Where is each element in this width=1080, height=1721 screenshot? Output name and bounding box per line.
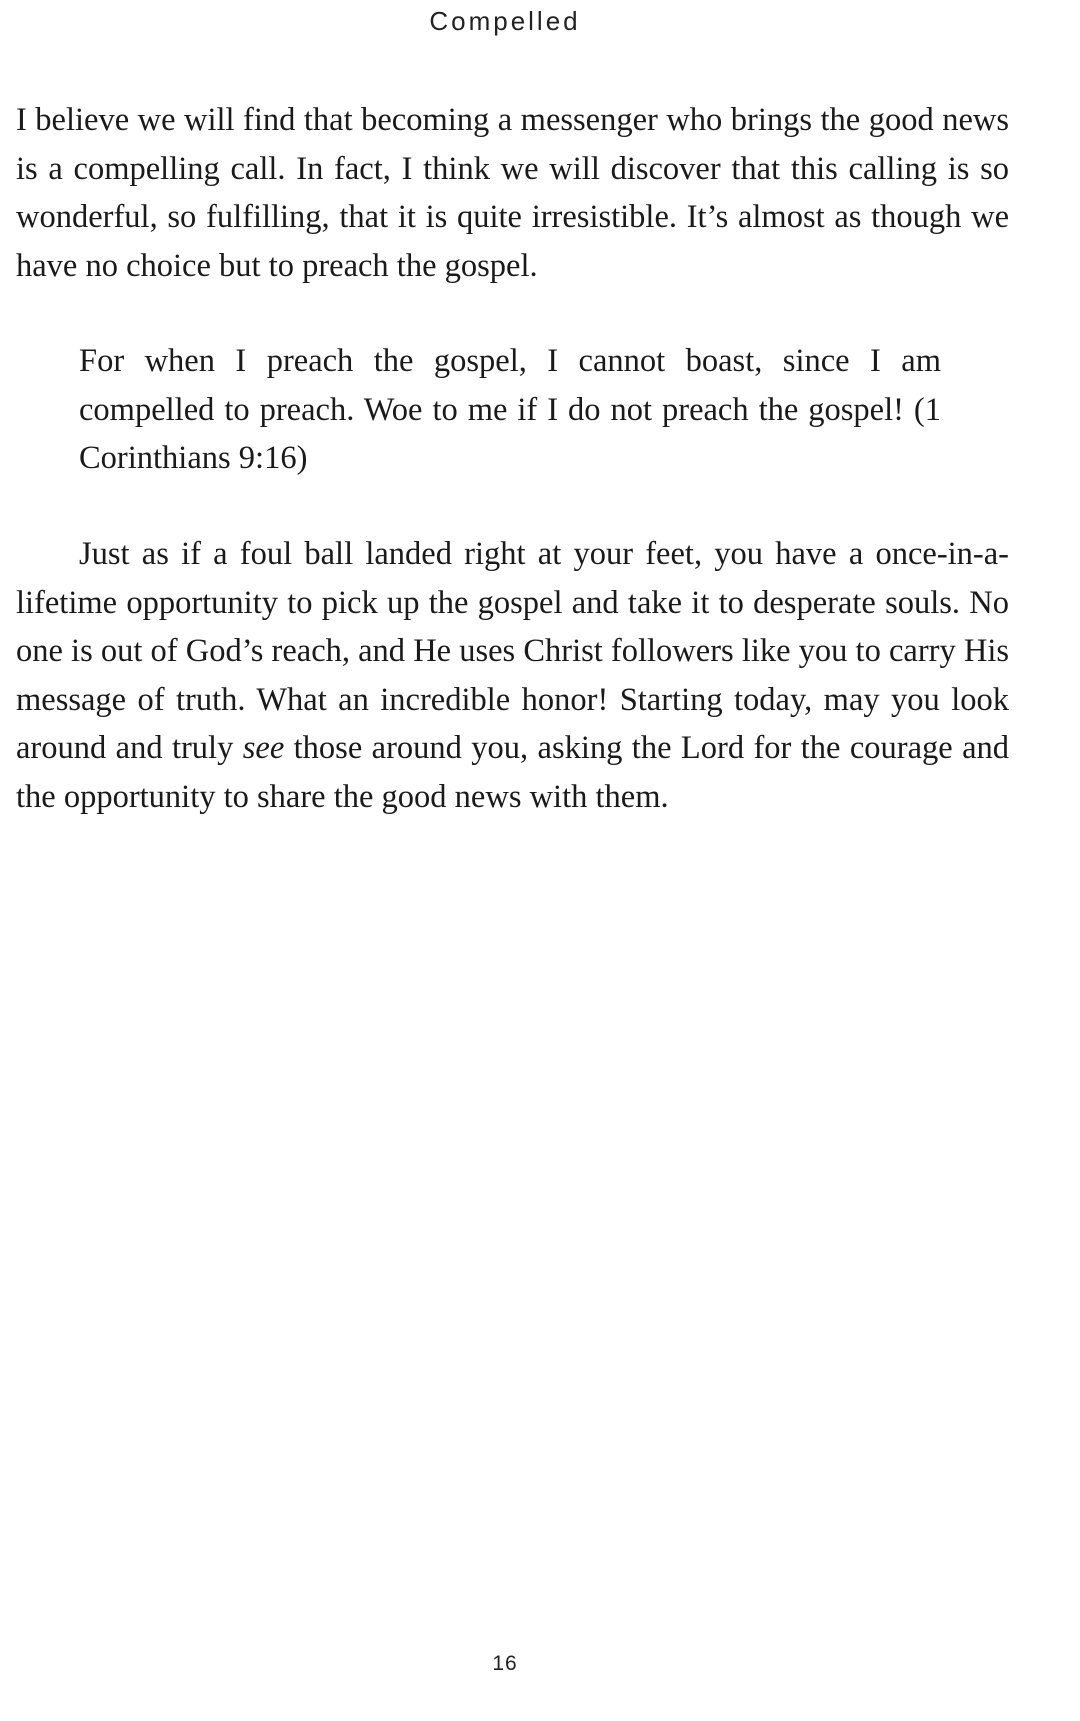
body-paragraph-1: I believe we will find that becoming a messenger who brings the good news is a compelling call. In fact, I think we will discover that this calling is so wonderful, so fulfilling, that it is quite irresistible. It’s almost as though we have no choice but to preach the gospel. (16, 102, 1009, 284)
quote-citation: (1 Corinthians 9:16) (79, 391, 941, 477)
body-paragraph-2 (16, 530, 1009, 822)
page-number: 16 (492, 1652, 518, 1675)
paragraph-2-emphasis: see (242, 730, 285, 767)
paragraph-2-text-after: those around you, asking the Lord for the courage and the opportunity to share the good news with them. (16, 730, 1010, 815)
paragraph-2-text-before: Just as if a foul ball landed right at your feet, you have a once-in-a-lifetime opportunity to pick up the gospel and take it to desperate souls. No one is out of God’s reach, and He uses Christ followers like you to carry His message of truth. What an incredible honor! Starting today, may you look around and truly (16, 536, 1009, 767)
quote-text: For when I preach the gospel, I cannot boast, since I am compelled to preach. Woe to me if I do not preach the gospel! (79, 343, 941, 428)
scripture-quote (79, 337, 941, 483)
running-head-title: Compelled (429, 6, 581, 36)
